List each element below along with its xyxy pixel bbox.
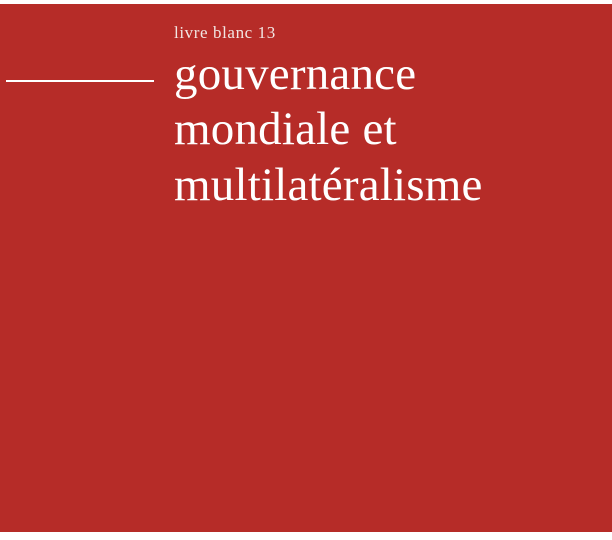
page-title bbox=[174, 47, 594, 213]
title-line-3: multilatéralisme bbox=[174, 158, 483, 211]
title-line-1: gouvernance bbox=[174, 47, 417, 100]
decorative-rule bbox=[6, 80, 154, 82]
cover-text-block bbox=[174, 24, 594, 213]
title-line-2: mondiale et bbox=[174, 103, 397, 156]
series-label: livre blanc 13 bbox=[174, 23, 276, 42]
